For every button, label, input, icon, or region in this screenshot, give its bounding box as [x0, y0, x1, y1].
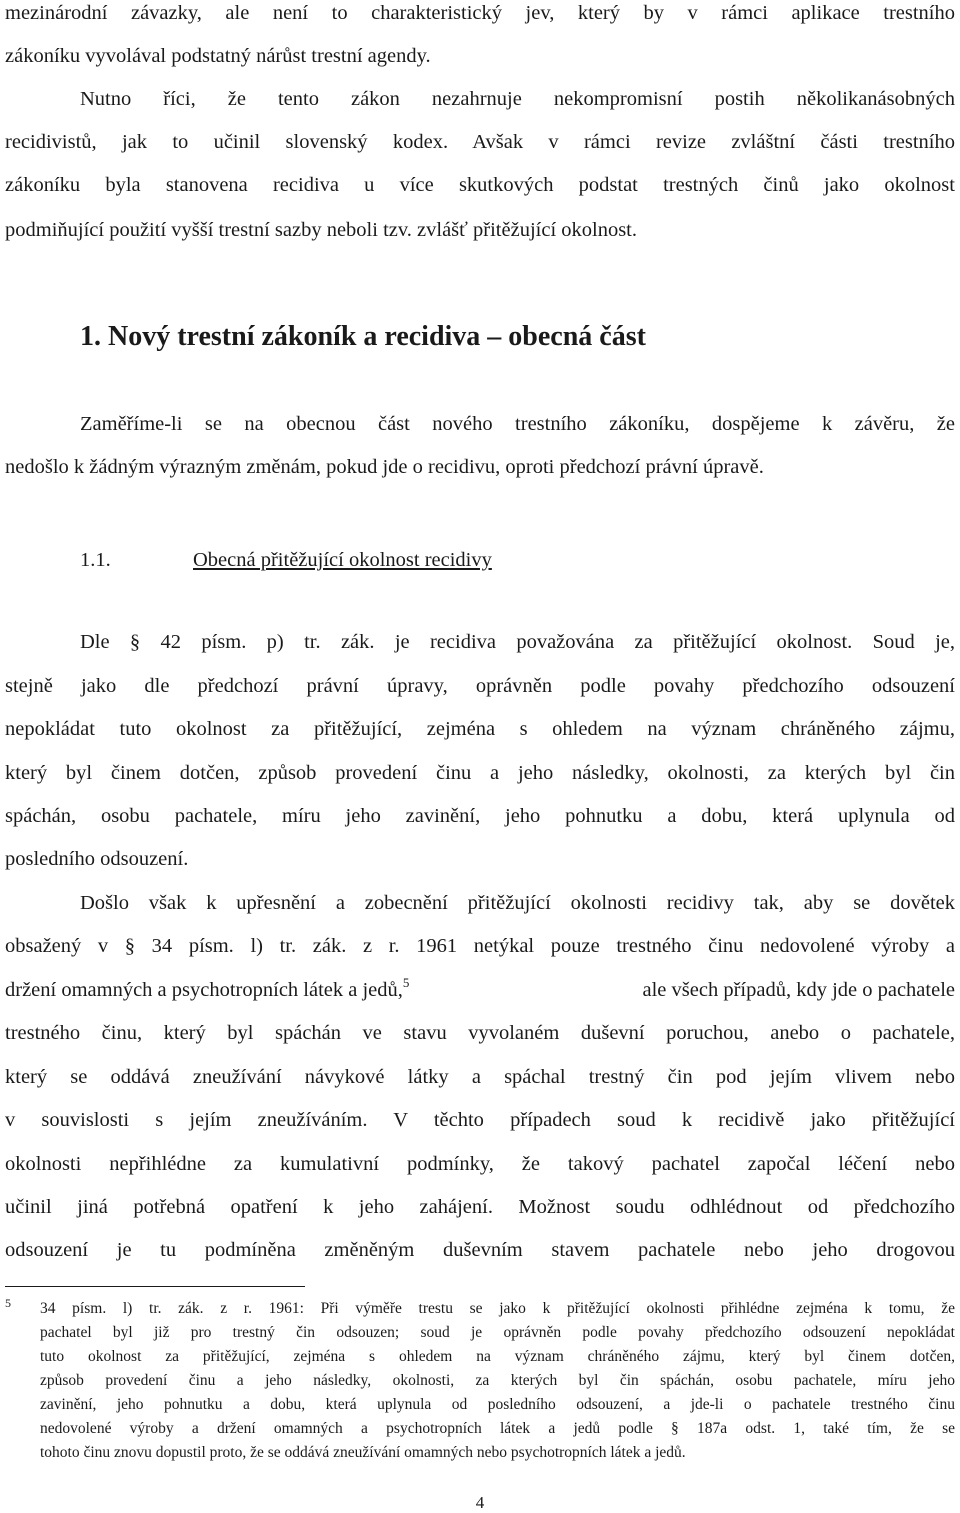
text-line: odsouzení je tu podmíněna změněným duševním stavem pachatele nebo jeho drogovou [5, 1239, 955, 1261]
footnote-mark: 5 [5, 1296, 11, 1310]
text-line: trestného činu, který byl spáchán ve stavu vyvolaném duševní poruchou, anebo o pachatele, [5, 1022, 955, 1044]
text-line: nepokládat tuto okolnost za přitěžující, zejména s ohledem na význam chráněného zájmu, [5, 718, 955, 740]
text-line: spáchán, osobu pachatele, míru jeho zavinění, jeho pohnutku a dobu, která uplynula od [5, 805, 955, 827]
text-line-with-footnote [5, 975, 955, 1002]
text-line: učinil jiná potřebná opatření k jeho zahájení. Možnost soudu odhlédnout od předchozího [5, 1196, 955, 1218]
footnote-line: tohoto činu znovu dopustil proto, že se oddává zneužívání omamných nebo psychotropních látek a jedů. [40, 1444, 686, 1461]
text-line: v souvislosti s jejím zneužíváním. V těchto případech soud k recidivě jako přitěžující [5, 1109, 955, 1131]
text-line: recidivistů, jak to učinil slovenský kodex. Avšak v rámci revize zvláštní části trestního [5, 131, 955, 153]
footnote-line: pachatel byl již pro trestný čin odsouzen; soud je oprávněn podle povahy předchozího odsouzení nepokládat [40, 1324, 955, 1341]
text-line: mezinárodní závazky, ale není to charakteristický jev, který by v rámci aplikace trestního [5, 2, 955, 24]
text-line: stejně jako dle předchozí právní úpravy, oprávněn podle povahy předchozího odsouzení [5, 675, 955, 697]
footnote-separator [5, 1286, 305, 1287]
section-heading: 1. Nový trestní zákoník a recidiva – obecná část [80, 321, 646, 352]
subsection-number: 1.1. [80, 549, 111, 571]
footnote-reference[interactable]: 5 [402, 975, 410, 990]
text-line: Dle § 42 písm. p) tr. zák. je recidiva považována za přitěžující okolnost. Soud je, [80, 631, 955, 653]
text-line: který byl činem dotčen, způsob provedení činu a jeho následky, okolnosti, za kterých byl čin [5, 762, 955, 784]
text-line: posledního odsouzení. [5, 848, 189, 870]
text-line: zákoníku vyvolával podstatný nárůst trestní agendy. [5, 45, 431, 67]
footnote-line: 34 písm. l) tr. zák. z r. 1961: Při výměře trestu se jako k přitěžující okolnosti přihlédne zejména k tomu, že [40, 1300, 955, 1317]
text-line: podmiňující použití vyšší trestní sazby neboli tzv. zvlášť přitěžující okolnost. [5, 219, 638, 241]
text-line: okolnosti nepřihlédne za kumulativní podmínky, že takový pachatel započal léčení nebo [5, 1153, 955, 1175]
text-line: Zaměříme-li se na obecnou část nového trestního zákoníku, dospějeme k závěru, že [80, 413, 955, 435]
text-line: Došlo však k upřesnění a zobecnění přitěžující okolnosti recidivy tak, aby se dovětek [80, 892, 955, 914]
text-line: zákoníku byla stanovena recidiva u více skutkových podstat trestných činů jako okolnost [5, 174, 955, 196]
subsection-title: Obecná přitěžující okolnost recidivy [193, 549, 492, 571]
text-line: nedošlo k žádným výrazným změnám, pokud jde o recidivu, oproti předchozí právní úpravě. [5, 456, 764, 478]
footnote-line: nedovolené výroby a držení omamných a psychotropních látek a jedů podle § 187a odst. 1, také tím, že se [40, 1420, 955, 1437]
text-line: obsažený v § 34 písm. l) tr. zák. z r. 1961 netýkal pouze trestného činu nedovolené výroby a [5, 935, 955, 957]
text-line: který se oddává zneužívání návykové látky a spáchal trestný čin pod jejím vlivem nebo [5, 1066, 955, 1088]
footnote-line: tuto okolnost za přitěžující, zejména s ohledem na význam chráněného zájmu, který byl činem dotčen, [40, 1348, 955, 1365]
page-number: 4 [475, 1493, 485, 1512]
text-segment: ale všech případů, kdy jde o pachatele [642, 979, 955, 1001]
text-line: Nutno říci, že tento zákon nezahrnuje nekompromisní postih několikanásobných [80, 88, 955, 110]
text-segment: držení omamných a psychotropních látek a jedů,$^5$ [5, 975, 410, 1001]
footnote-line: způsob provedení činu a jeho následky, okolnosti, za kterých byl čin spáchán, osobu pachatele, míru jeho [40, 1372, 955, 1389]
footnote-line: zavinění, jeho pohnutku a dobu, která uplynula od posledního odsouzení, a jde-li o pachatele trestného činu [40, 1396, 955, 1413]
